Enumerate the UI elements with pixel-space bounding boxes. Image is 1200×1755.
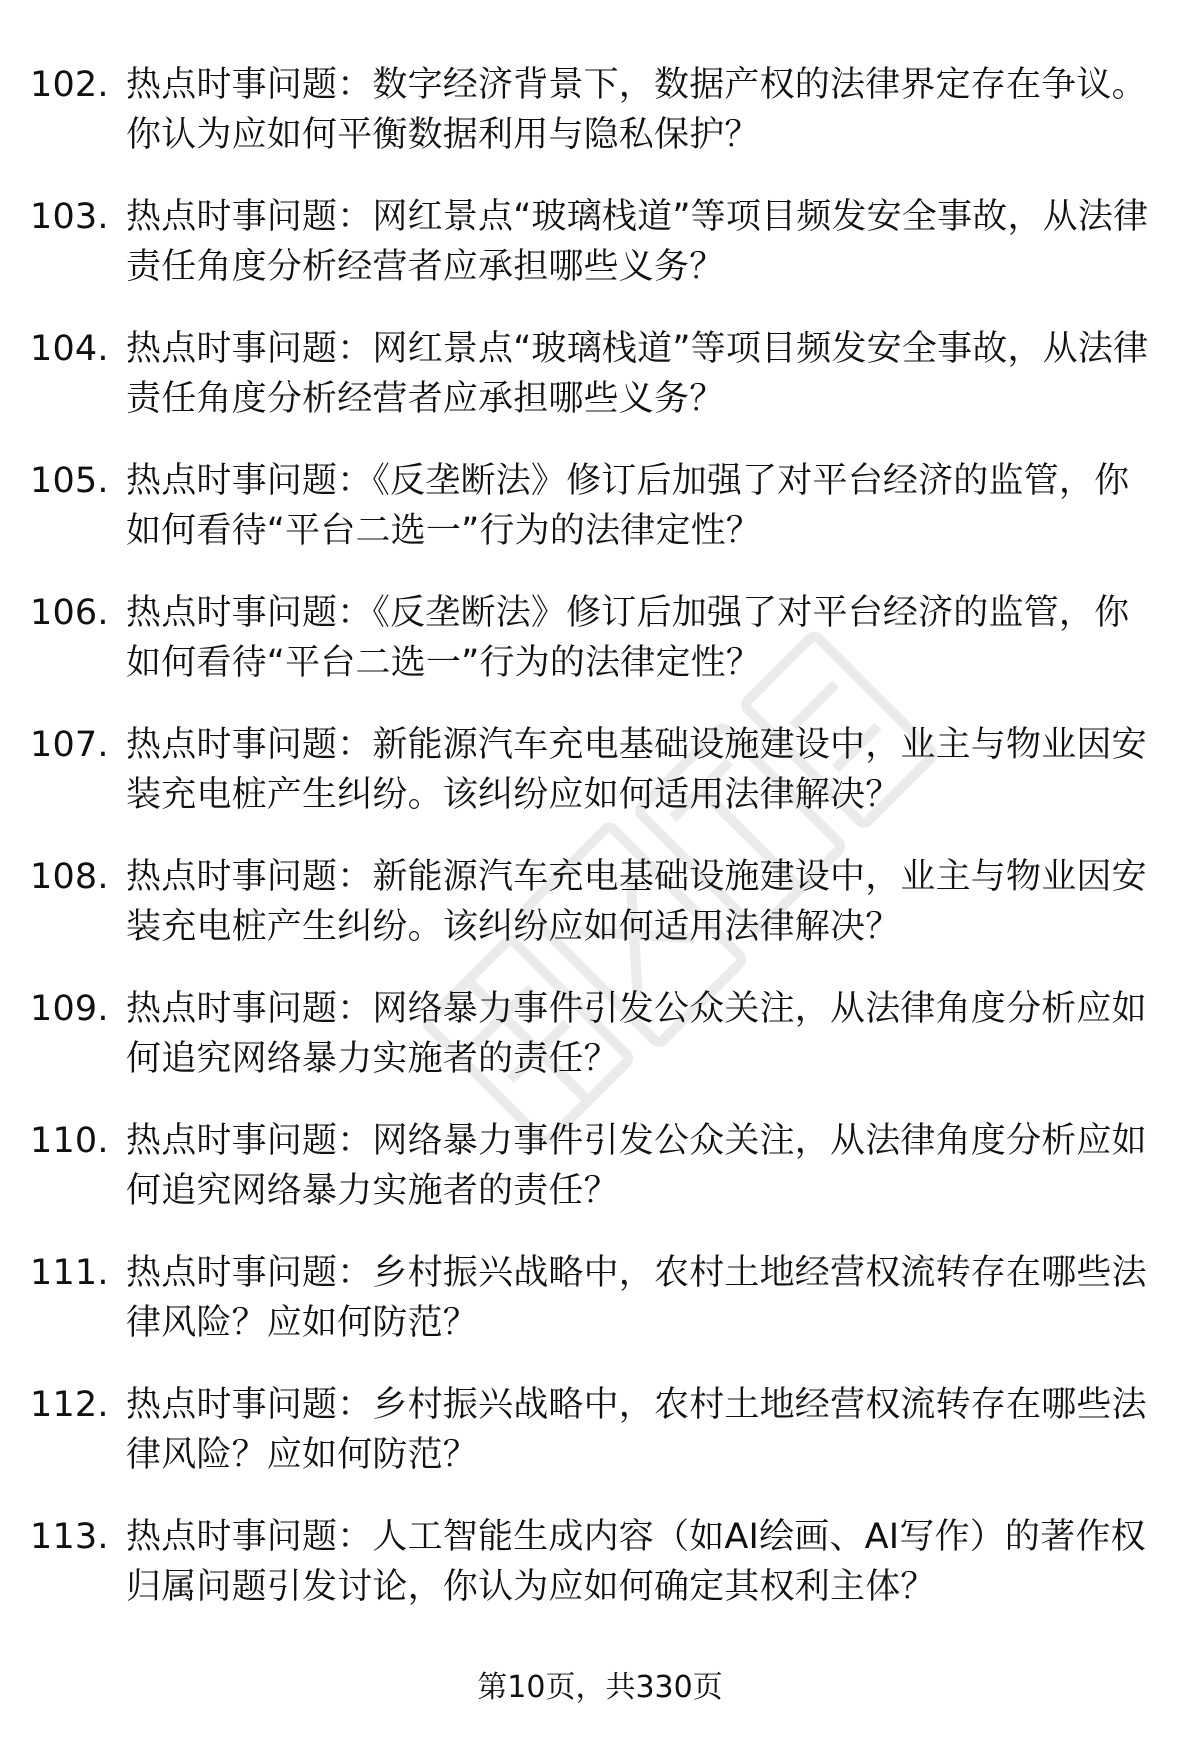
question-item	[30, 60, 1150, 192]
question-item	[30, 192, 1150, 324]
question-item	[30, 324, 1150, 456]
question-item	[30, 1512, 1150, 1644]
question-item	[30, 1248, 1150, 1380]
question-number: 103.	[30, 197, 109, 237]
question-text: 热点时事问题：《反垄断法》修订后加强了对平台经济的监管，你如何看待“平台二选一”行为的法律定性？	[126, 461, 1130, 551]
question-text: 热点时事问题：数字经济背景下，数据产权的法律界定存在争议。你认为应如何平衡数据利用与隐私保护？	[126, 65, 1147, 155]
question-item	[30, 1116, 1150, 1248]
question-item	[30, 720, 1150, 852]
question-text: 热点时事问题：网红景点“玻璃栈道”等项目频发安全事故，从法律责任角度分析经营者应承担哪些义务？	[126, 197, 1149, 287]
question-list	[30, 60, 1150, 1644]
question-item	[30, 1380, 1150, 1512]
question-text: 热点时事问题：网红景点“玻璃栈道”等项目频发安全事故，从法律责任角度分析经营者应承担哪些义务？	[126, 329, 1149, 419]
question-number: 102.	[30, 65, 109, 105]
question-text: 热点时事问题：《反垄断法》修订后加强了对平台经济的监管，你如何看待“平台二选一”行为的法律定性？	[126, 593, 1130, 683]
question-text: 热点时事问题：新能源汽车充电基础设施建设中，业主与物业因安装充电桩产生纠纷。该纠纷应如何适用法律解决？	[126, 857, 1147, 947]
question-number: 105.	[30, 461, 109, 501]
page-number-footer: 第10页，共330页	[477, 1670, 723, 1705]
question-number: 104.	[30, 329, 109, 369]
question-number: 113.	[30, 1517, 109, 1557]
question-item	[30, 456, 1150, 588]
question-number: 112.	[30, 1385, 109, 1425]
question-item	[30, 852, 1150, 984]
question-text: 热点时事问题：网络暴力事件引发公众关注，从法律角度分析应如何追究网络暴力实施者的责任？	[126, 1121, 1147, 1211]
question-text: 热点时事问题：人工智能生成内容（如AI绘画、AI写作）的著作权归属问题引发讨论，你认为应如何确定其权利主体？	[126, 1517, 1146, 1607]
question-number: 107.	[30, 725, 109, 765]
question-item	[30, 588, 1150, 720]
question-text: 热点时事问题：网络暴力事件引发公众关注，从法律角度分析应如何追究网络暴力实施者的责任？	[126, 989, 1147, 1079]
question-item	[30, 984, 1150, 1116]
question-text: 热点时事问题：乡村振兴战略中，农村土地经营权流转存在哪些法律风险？应如何防范？	[126, 1253, 1147, 1343]
question-number: 106.	[30, 593, 109, 633]
question-number: 108.	[30, 857, 109, 897]
question-number: 111.	[30, 1253, 109, 1293]
question-text: 热点时事问题：新能源汽车充电基础设施建设中，业主与物业因安装充电桩产生纠纷。该纠纷应如何适用法律解决？	[126, 725, 1147, 815]
question-number: 109.	[30, 989, 109, 1029]
question-text: 热点时事问题：乡村振兴战略中，农村土地经营权流转存在哪些法律风险？应如何防范？	[126, 1385, 1147, 1475]
question-number: 110.	[30, 1121, 109, 1161]
